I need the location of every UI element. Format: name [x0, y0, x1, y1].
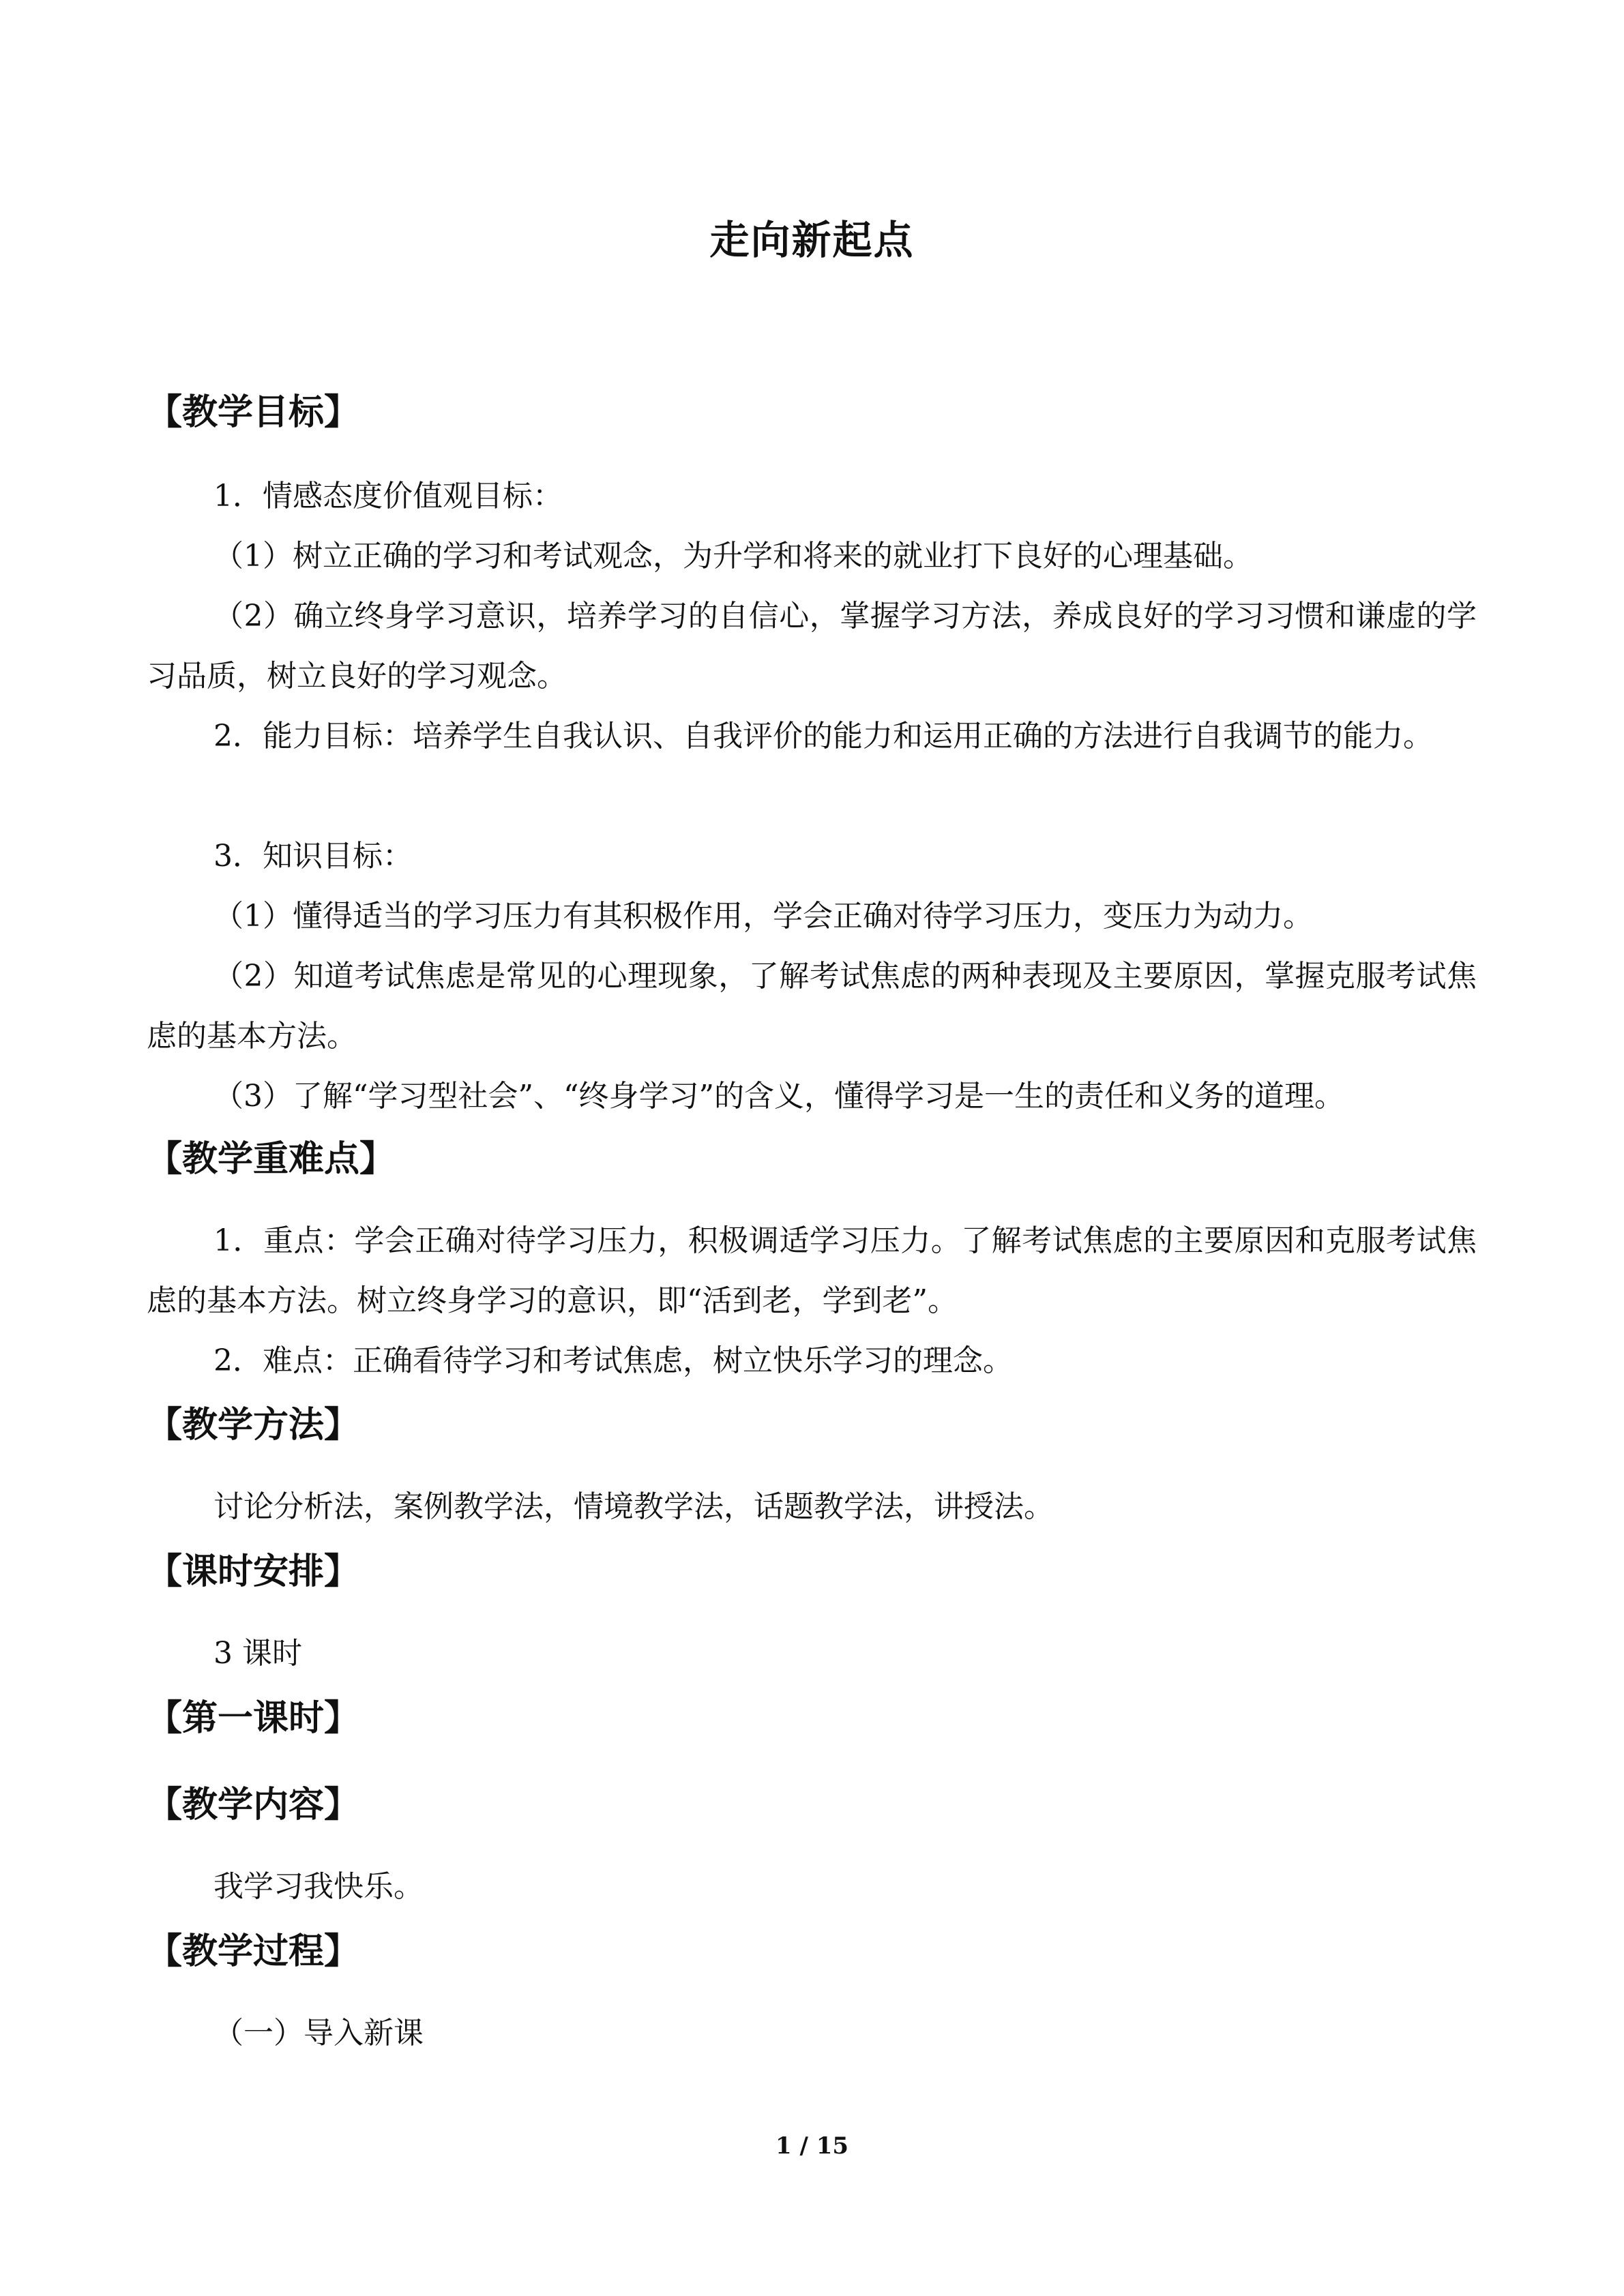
- goals-line-5: 3．知识目标：: [213, 839, 413, 874]
- goals-line-7: （2）知道考试焦虑是常见的心理现象，了解考试焦虑的两种表现及主要原因，掌握克服考试焦虑的基本方法。: [147, 959, 1477, 1054]
- goals-line-1: 1．情感态度价值观目标：: [213, 479, 563, 513]
- page-title: 走向新起点: [709, 217, 915, 263]
- heading-key-points: 【教学重难点】: [147, 1139, 396, 1180]
- heading-teaching-process: 【教学过程】: [147, 1931, 360, 1972]
- heading-teaching-goals: 【教学目标】: [147, 392, 360, 433]
- methods-line-1: 讨论分析法，案例教学法，情境教学法，话题教学法，讲授法。: [213, 1489, 1054, 1524]
- goals-line-2: （1）树立正确的学习和考试观念，为升学和将来的就业打下良好的心理基础。: [213, 539, 1253, 573]
- key-points-line-2: 2．难点：正确看待学习和考试焦虑，树立快乐学习的理念。: [213, 1343, 1013, 1378]
- goals-line-8: （3）了解“学习型社会”、“终身学习”的含义，懂得学习是一生的责任和义务的道理。: [213, 1079, 1344, 1114]
- goals-line-6: （1）懂得适当的学习压力有其积极作用，学会正确对待学习压力，变压力为动力。: [213, 899, 1313, 934]
- heading-teaching-methods: 【教学方法】: [147, 1405, 360, 1446]
- process-line-1: （一）导入新课: [213, 2016, 424, 2051]
- heading-schedule: 【课时安排】: [147, 1551, 360, 1592]
- heading-teaching-content: 【教学内容】: [147, 1785, 360, 1825]
- page-number: 1 / 15: [775, 2132, 849, 2160]
- schedule-line-1: 3 课时: [213, 1636, 302, 1671]
- content-line-1: 我学习我快乐。: [213, 1869, 424, 1904]
- heading-lesson-one: 【第一课时】: [147, 1698, 360, 1739]
- key-points-line-1: 1．重点：学会正确对待学习压力，积极调适学习压力。了解考试焦虑的主要原因和克服考试焦虑的基本方法。树立终身学习的意识，即“活到老，学到老”。: [147, 1223, 1477, 1318]
- goals-line-4: 2．能力目标：培养学生自我认识、自我评价的能力和运用正确的方法进行自我调节的能力。: [213, 719, 1433, 754]
- goals-line-3: （2）确立终身学习意识，培养学习的自信心，掌握学习方法，养成良好的学习习惯和谦虚的学习品质，树立良好的学习观念。: [147, 599, 1477, 694]
